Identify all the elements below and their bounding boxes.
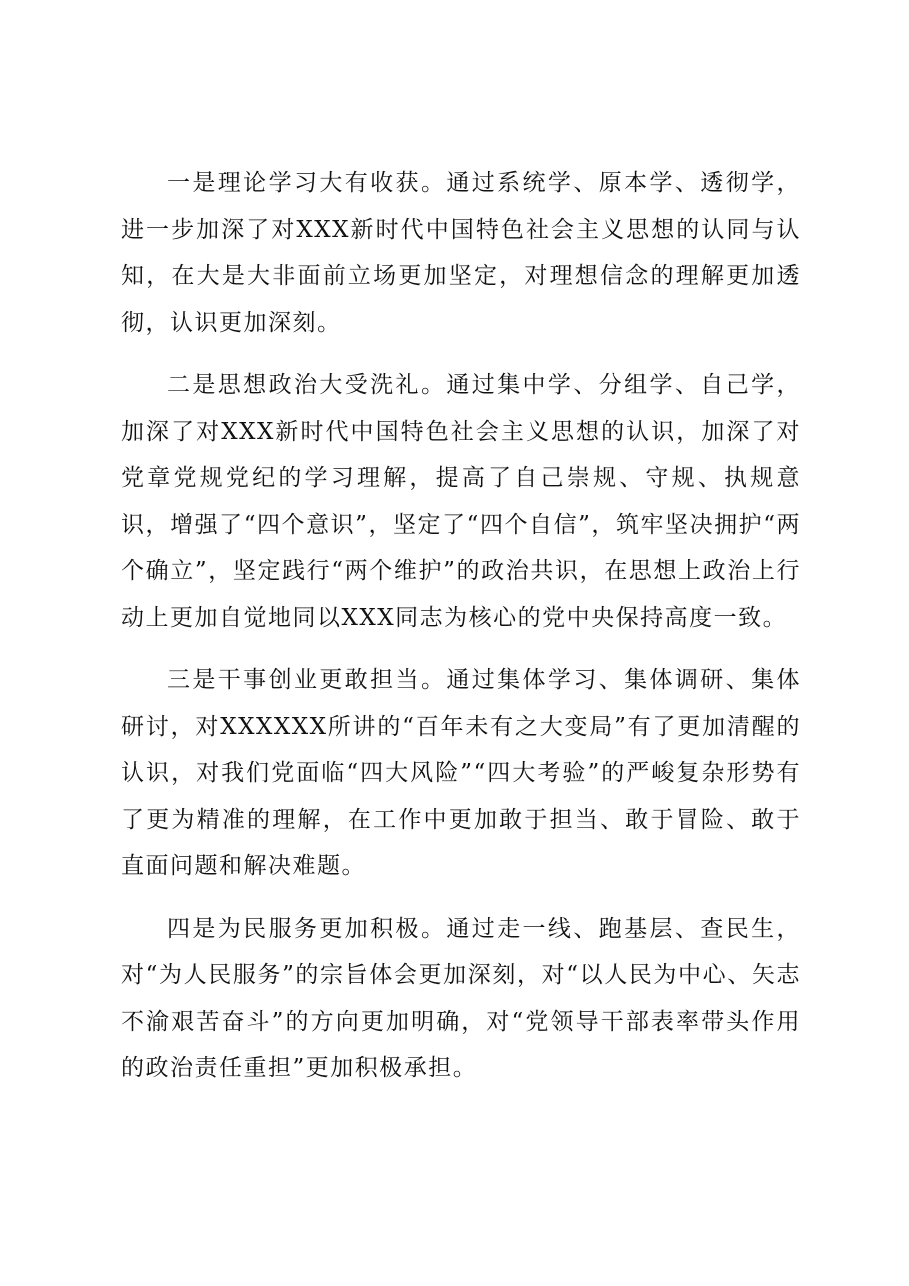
document-body xyxy=(121,160,801,1108)
paragraph-political-thought: 二是思想政治大受洗礼。通过集中学、分组学、自己学，加深了对XXX新时代中国特色社会主义思想的认识，加深了对党章党规党纪的学习理解，提高了自己崇规、守规、执规意识，增强了“四个意识”，坚定了“四个自信”，筑牢坚决拥护“两个确立”，坚定践行“两个维护”的政治共识，在思想上政治上行动上更加自觉地同以XXX同志为核心的党中央保持高度一致。 xyxy=(121,372,801,631)
paragraph-public-service: 四是为民服务更加积极。通过走一线、跑基层、查民生，对“为人民服务”的宗旨体会更加深刻，对“以人民为中心、矢志不渝艰苦奋斗”的方向更加明确，对“党领导干部表率带头作用的政治责任重担”更加积极承担。 xyxy=(121,915,801,1081)
paragraph-theory-study: 一是理论学习大有收获。通过系统学、原本学、透彻学，进一步加深了对XXX新时代中国特色社会主义思想的认同与认知，在大是大非面前立场更加坚定，对理想信念的理解更加透彻，认识更加深刻。 xyxy=(121,170,801,336)
paragraph-responsibility: 三是干事创业更敢担当。通过集体学习、集体调研、集体研讨，对XXXXXX所讲的“百年未有之大变局”有了更加清醒的认识，对我们党面临“四大风险”“四大考验”的严峻复杂形势有了更为精准的理解，在工作中更加敢于担当、敢于冒险、敢于直面问题和解决难题。 xyxy=(121,667,801,879)
